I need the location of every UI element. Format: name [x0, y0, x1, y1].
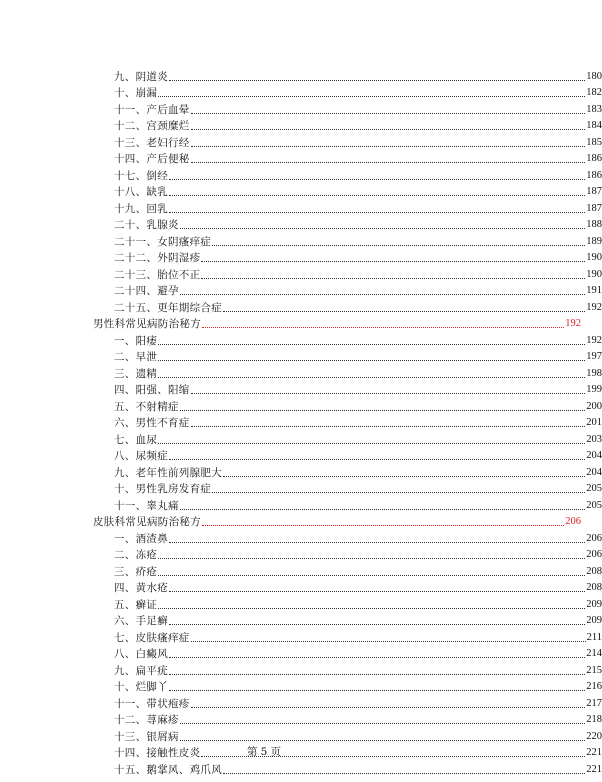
toc-entry-title: 十三、银屑病 [114, 730, 179, 743]
dot-leader [169, 212, 585, 213]
toc-entry[interactable] [0, 396, 602, 413]
toc-entry-title: 五、癣证 [114, 598, 158, 611]
toc-page-number: 197 [586, 351, 602, 362]
toc-page-number: 190 [586, 268, 602, 280]
toc-entry-title: 七、皮肤瘙痒症 [114, 631, 190, 644]
dot-leader [169, 542, 585, 543]
toc-page-number: 189 [586, 235, 602, 247]
toc-page-number: 209 [586, 598, 602, 610]
toc-entry[interactable] [0, 660, 602, 677]
toc-page-number: 187 [586, 202, 602, 214]
toc-entry-title: 二十五、更年期综合症 [114, 301, 222, 314]
toc-entry-title: 十、崩漏 [114, 87, 158, 99]
toc-entry[interactable] [0, 182, 602, 199]
toc-entry[interactable] [0, 644, 602, 661]
dot-leader [158, 377, 585, 378]
toc-entry[interactable] [0, 116, 602, 133]
dot-leader [191, 162, 586, 163]
toc-entry-title: 十四、接触性皮炎 [114, 747, 201, 759]
dot-leader [202, 327, 564, 328]
toc-entry[interactable] [0, 132, 602, 149]
toc-page-number: 221 [586, 763, 602, 775]
toc-entry[interactable] [0, 495, 602, 512]
toc-page-number: 183 [586, 103, 602, 115]
toc-page-number: 218 [586, 714, 602, 725]
dot-leader [169, 674, 585, 675]
dot-leader [169, 624, 585, 625]
dot-leader [223, 773, 585, 774]
toc-entry-title: 八、尿频症 [114, 450, 168, 462]
toc-entry[interactable] [0, 231, 602, 248]
toc-entry-title: 一、酒渣鼻 [114, 532, 168, 545]
toc-page-number: 187 [586, 186, 602, 197]
toc-entry-title: 八、白癜风 [114, 648, 168, 660]
toc-page-number: 220 [586, 730, 602, 742]
toc-entry[interactable] [0, 627, 602, 644]
toc-entry-title: 二十一、女阴瘙痒症 [114, 235, 212, 248]
toc-page-number: 205 [586, 499, 602, 511]
toc-entry[interactable] [0, 264, 602, 281]
toc-entry[interactable] [0, 726, 602, 743]
toc-entry-title: 十九、回乳 [114, 202, 168, 215]
toc-page-number: 184 [586, 120, 602, 131]
toc-entry-title: 六、男性不育症 [114, 417, 190, 429]
toc-entry[interactable] [0, 528, 602, 545]
toc-entry[interactable] [0, 594, 602, 611]
toc-entry[interactable] [0, 561, 602, 578]
toc-entry-title: 六、手足癣 [114, 615, 168, 627]
dot-leader [169, 179, 585, 180]
toc-page-number: 201 [586, 417, 602, 428]
toc-entry-title: 十二、荨麻疹 [114, 714, 179, 726]
toc-entry-title: 二、冻疮 [114, 549, 158, 561]
toc-section-heading[interactable] [0, 512, 581, 529]
toc-page-number: 200 [586, 400, 602, 412]
dot-leader [169, 690, 585, 691]
toc-entry[interactable] [0, 198, 602, 215]
toc-entry-title: 九、扁平疣 [114, 664, 168, 677]
toc-page-number: 217 [586, 697, 602, 709]
dot-leader [180, 410, 585, 411]
toc-entry[interactable] [0, 330, 602, 347]
toc-page-number: 185 [586, 136, 602, 148]
dot-leader [158, 344, 585, 345]
dot-leader [158, 443, 585, 444]
toc-page-number: 192 [586, 334, 602, 346]
toc-entry[interactable] [0, 545, 602, 562]
toc-entry[interactable] [0, 363, 602, 380]
dot-leader [169, 459, 585, 460]
toc-entry-title: 十、男性乳房发育症 [114, 483, 212, 495]
toc-entry[interactable] [0, 710, 602, 727]
dot-leader [191, 641, 586, 642]
dot-leader [191, 426, 586, 427]
toc-page-number: 186 [586, 169, 602, 181]
toc-entry-title: 五、不射精症 [114, 400, 179, 413]
toc-entry-title: 十二、宫颈糜烂 [114, 120, 190, 132]
toc-page-number: 221 [586, 747, 602, 758]
toc-page-number: 198 [586, 367, 602, 379]
dot-leader [169, 657, 585, 658]
toc-entry-title: 二十二、外阴湿疹 [114, 252, 201, 264]
toc-page-number: 216 [586, 681, 602, 692]
dot-leader [212, 245, 585, 246]
toc-entry[interactable] [0, 479, 602, 496]
toc-entry[interactable] [0, 677, 602, 694]
toc-page-number: 205 [586, 483, 602, 494]
toc-page-number: 182 [586, 87, 602, 98]
dot-leader [212, 492, 585, 493]
toc-page-number: 206 [565, 516, 581, 527]
toc-entry[interactable] [0, 578, 602, 595]
toc-entry-title: 十五、鹅掌风、鸡爪风 [114, 763, 222, 776]
toc-entry[interactable] [0, 429, 602, 446]
table-of-contents [0, 66, 602, 776]
toc-page-number: 208 [586, 582, 602, 593]
dot-leader [180, 723, 585, 724]
toc-entry[interactable] [0, 215, 602, 232]
dot-leader [191, 707, 586, 708]
toc-entry[interactable] [0, 149, 602, 166]
dot-leader [158, 608, 585, 609]
toc-entry-title: 二十四、避孕 [114, 285, 179, 297]
toc-entry-title: 十一、带状疱疹 [114, 697, 190, 710]
toc-entry[interactable] [0, 165, 602, 182]
toc-entry[interactable] [0, 297, 602, 314]
dot-leader [180, 740, 585, 741]
toc-entry[interactable] [0, 83, 602, 100]
toc-page-number: 204 [586, 450, 602, 461]
dot-leader [169, 80, 585, 81]
dot-leader [201, 261, 585, 262]
toc-section-heading[interactable] [0, 314, 581, 331]
toc-page-number: 211 [586, 631, 602, 643]
dot-leader [158, 558, 585, 559]
toc-page-number: 199 [586, 384, 602, 395]
toc-entry[interactable] [0, 446, 602, 463]
toc-entry[interactable] [0, 413, 602, 430]
dot-leader [191, 129, 586, 130]
toc-entry[interactable] [0, 380, 602, 397]
toc-entry-title: 三、疥疮 [114, 565, 158, 578]
toc-entry-title: 男性科常见病防治秘方 [93, 318, 201, 330]
dot-leader [223, 476, 585, 477]
toc-page-number: 209 [586, 615, 602, 626]
toc-entry[interactable] [0, 693, 602, 710]
toc-entry-title: 九、老年性前列腺肥大 [114, 466, 222, 479]
toc-entry[interactable] [0, 248, 602, 265]
dot-leader [169, 591, 585, 592]
toc-entry-title: 一、阳痿 [114, 334, 158, 347]
dot-leader [158, 96, 585, 97]
toc-page-number: 215 [586, 664, 602, 676]
toc-entry[interactable] [0, 759, 602, 776]
toc-page-number: 188 [586, 219, 602, 230]
dot-leader [158, 360, 585, 361]
toc-entry-title: 七、血尿 [114, 433, 158, 446]
page-footer: 第 5 页 [246, 746, 282, 758]
toc-entry[interactable] [0, 281, 602, 298]
dot-leader [201, 278, 585, 279]
toc-entry-title: 十一、睾丸痛 [114, 499, 179, 512]
dot-leader [202, 525, 564, 526]
toc-entry-title: 四、黄水疮 [114, 582, 168, 594]
toc-entry[interactable] [0, 66, 602, 83]
toc-entry-title: 十七、倒经 [114, 169, 168, 182]
toc-entry-title: 十一、产后血晕 [114, 103, 190, 116]
toc-entry-title: 四、阳强、阳缩 [114, 384, 190, 396]
toc-entry-title: 二十、乳腺炎 [114, 219, 179, 231]
toc-page-number: 186 [586, 153, 602, 164]
toc-entry-title: 九、阴道炎 [114, 70, 168, 83]
toc-page-number: 206 [586, 532, 602, 544]
toc-page-number: 204 [586, 466, 602, 478]
toc-page-number: 214 [586, 648, 602, 659]
toc-entry[interactable] [0, 347, 602, 364]
dot-leader [158, 575, 585, 576]
toc-page-number: 180 [586, 70, 602, 82]
toc-entry[interactable] [0, 462, 602, 479]
dot-leader [169, 195, 585, 196]
toc-entry-title: 十、烂脚丫 [114, 681, 168, 693]
toc-entry-title: 十四、产后便秘 [114, 153, 190, 165]
toc-entry-title: 皮肤科常见病防治秘方 [93, 516, 201, 528]
toc-entry-title: 二十三、胎位不正 [114, 268, 201, 281]
dot-leader [180, 509, 585, 510]
toc-page-number: 192 [586, 301, 602, 313]
toc-page-number: 192 [565, 318, 581, 329]
dot-leader [180, 228, 585, 229]
toc-entry[interactable] [0, 611, 602, 628]
dot-leader [191, 113, 586, 114]
dot-leader [223, 311, 585, 312]
toc-page-number: 206 [586, 549, 602, 560]
dot-leader [180, 294, 585, 295]
dot-leader [191, 393, 586, 394]
toc-page-number: 203 [586, 433, 602, 445]
toc-page-number: 190 [586, 252, 602, 263]
toc-entry-title: 十八、缺乳 [114, 186, 168, 198]
toc-entry[interactable] [0, 99, 602, 116]
toc-page-number: 191 [586, 285, 602, 296]
toc-page-number: 208 [586, 565, 602, 577]
toc-entry-title: 三、遗精 [114, 367, 158, 380]
toc-entry-title: 十三、老妇行经 [114, 136, 190, 149]
toc-entry-title: 二、早泄 [114, 351, 158, 363]
dot-leader [191, 146, 586, 147]
